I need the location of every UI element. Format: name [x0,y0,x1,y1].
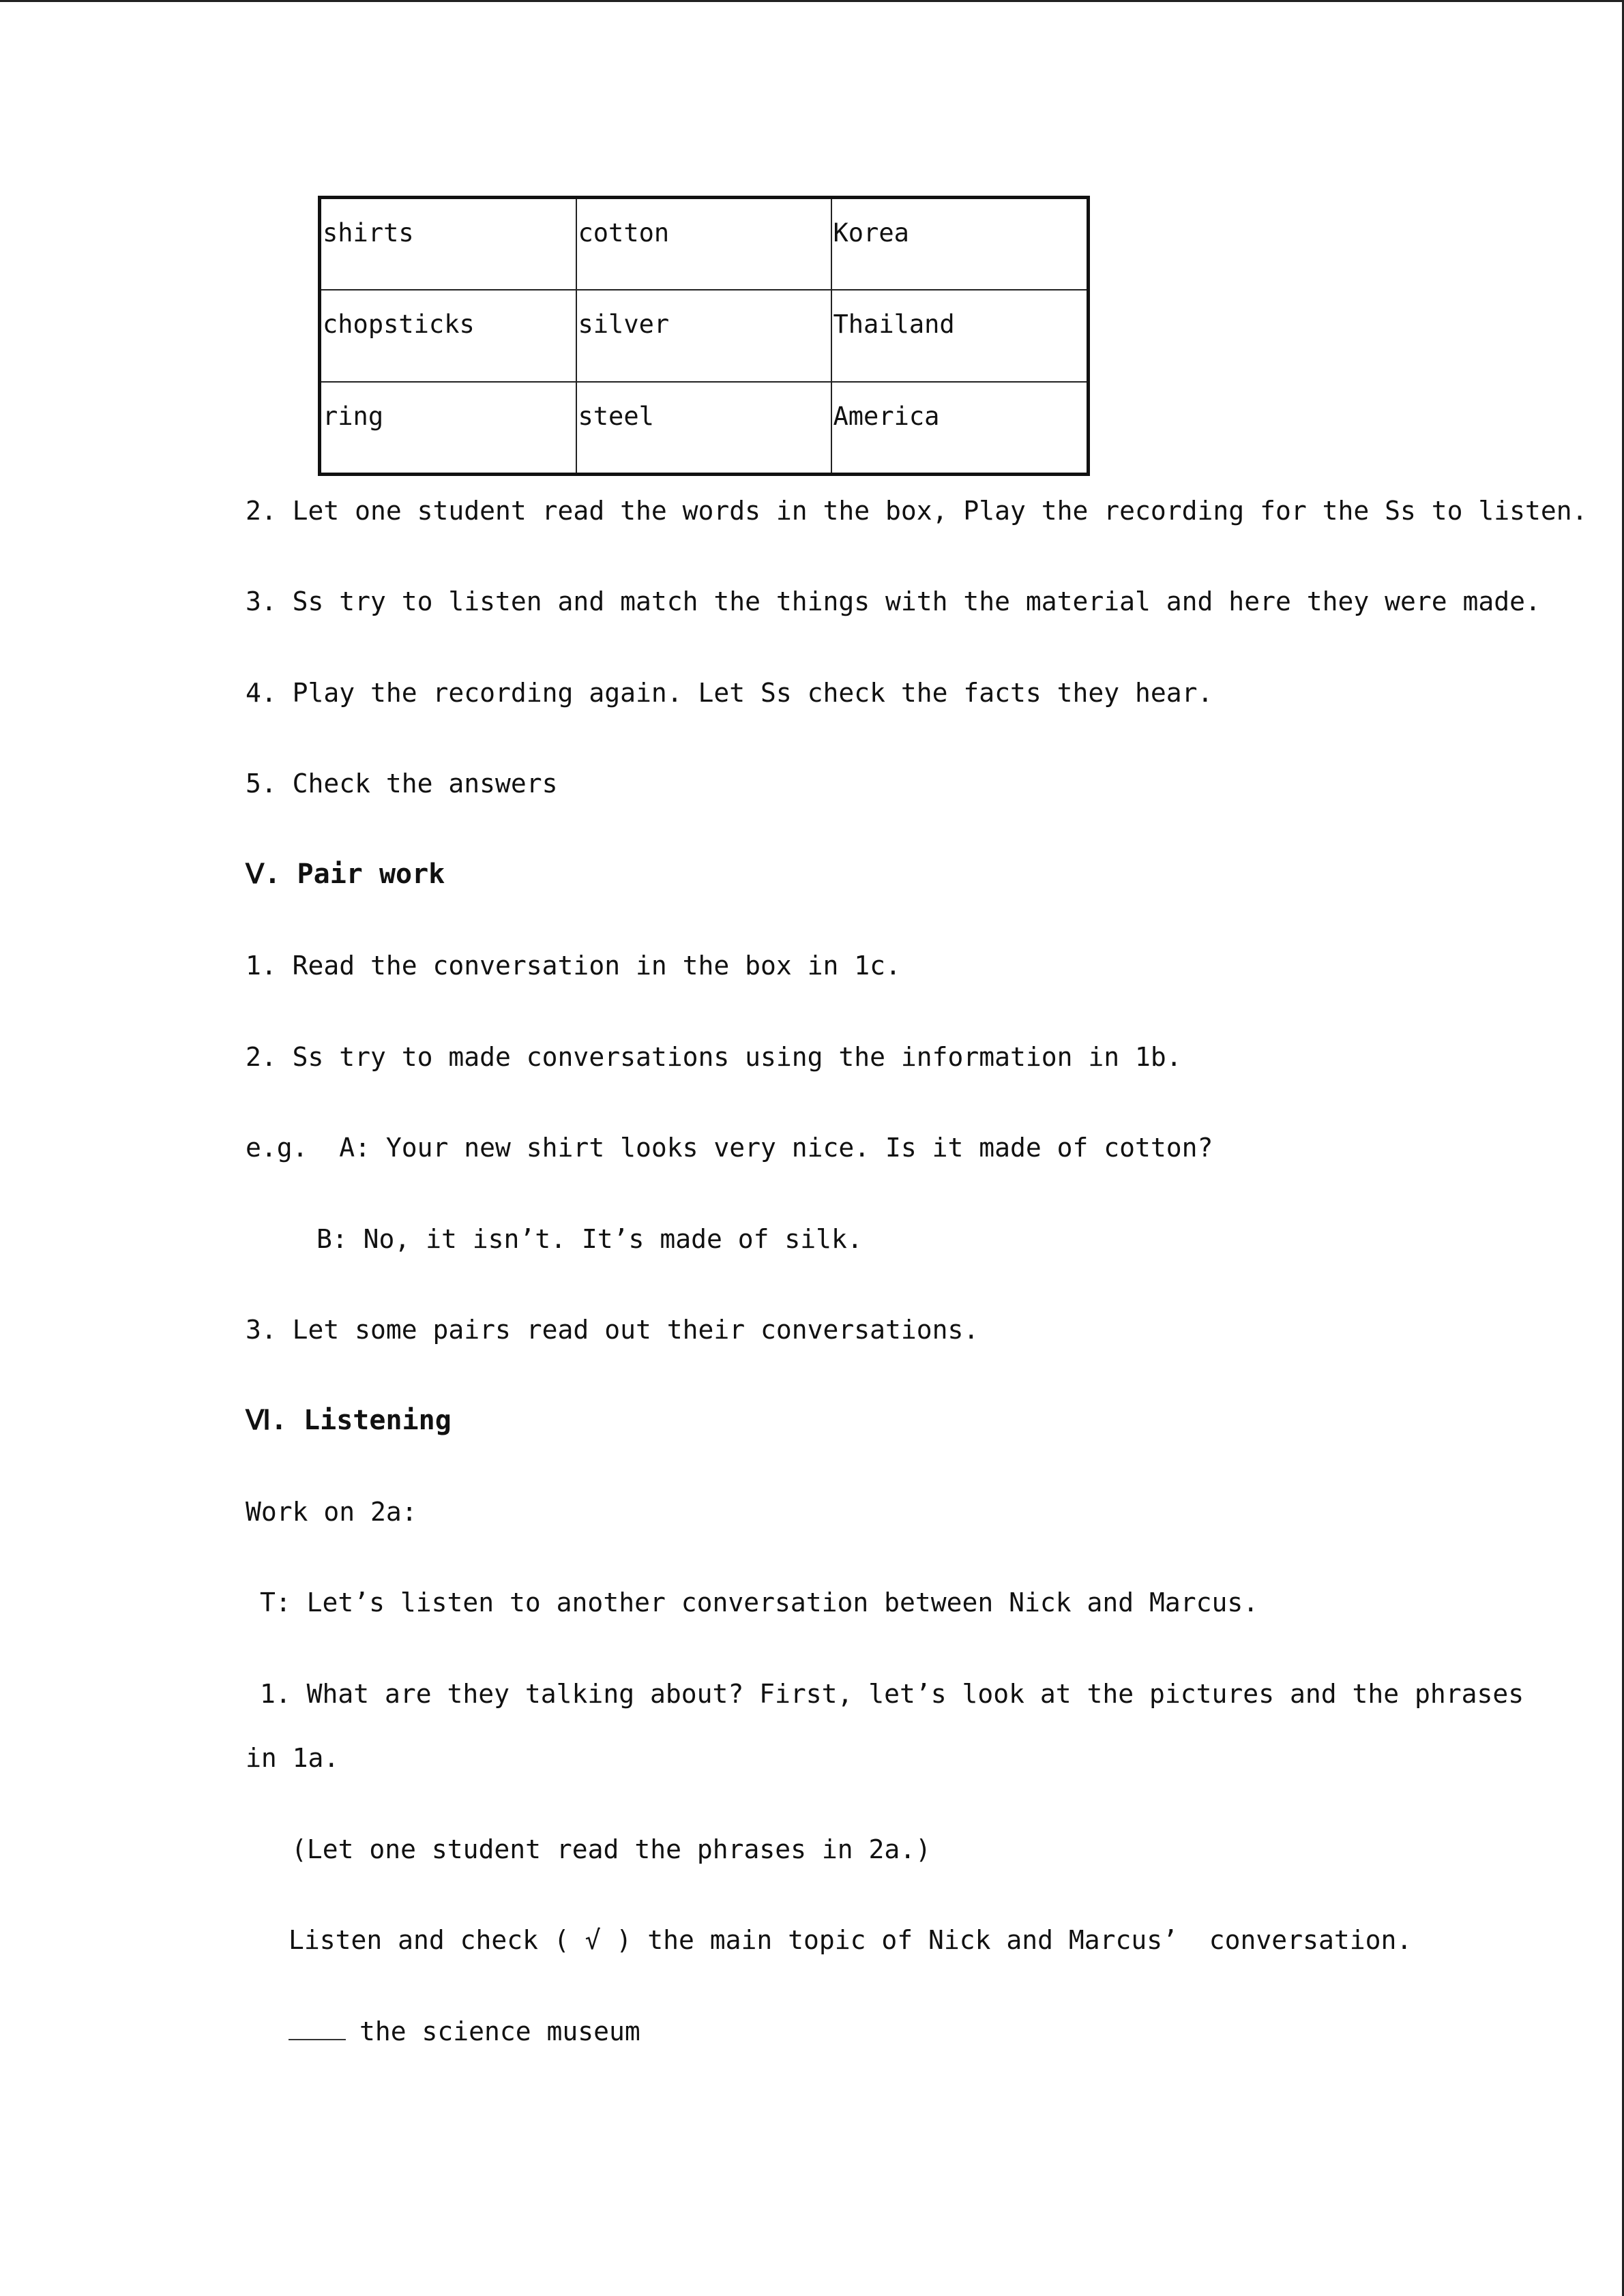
pair-work-step-2: 2. Ss try to made conversations using the information in 1b. [246,1042,1182,1072]
table-row [320,382,1089,474]
pair-work-heading: Ⅴ. Pair work [246,859,445,890]
question-1-line-2: in 1a. [246,1743,340,1773]
table-cell: silver [576,290,831,382]
pair-work-step-1: 1. Read the conversation in the box in 1c. [246,951,901,981]
check-instruction: Listen and check ( √ ) the main topic of Nick and Marcus’ conversation. [289,1925,1413,1955]
step-5-text: 5. Check the answers [246,769,558,799]
table-row [320,198,1089,290]
table-cell: Korea [831,198,1089,290]
example-line-b: B: No, it isn’t. It’s made of silk. [316,1224,863,1254]
page-top-border [0,0,1624,2]
table-cell: America [831,382,1089,474]
student-note: (Let one student read the phrases in 2a.) [291,1834,931,1864]
table-cell: ring [320,382,576,474]
option-science-museum [289,2016,640,2046]
work-on-label: Work on 2a: [246,1497,417,1527]
items-table [318,196,1090,476]
listening-heading: Ⅵ. Listening [246,1405,452,1436]
example-line-a: e.g. A: Your new shirt looks very nice. Is it made of cotton? [246,1133,1213,1163]
question-1-line-1: 1. What are they talking about? First, let’s look at the pictures and the phrases [260,1679,1524,1709]
table-cell: shirts [320,198,576,290]
table-cell: steel [576,382,831,474]
step-2-text: 2. Let one student read the words in the box, Play the recording for the Ss to listen. [246,496,1588,526]
step-3-text: 3. Ss try to listen and match the things with the material and here they were made. [246,586,1541,616]
teacher-line: T: Let’s listen to another conversation between Nick and Marcus. [260,1587,1259,1617]
table-cell: Thailand [831,290,1089,382]
option-label: the science museum [359,2016,640,2046]
pair-work-step-3: 3. Let some pairs read out their conversations. [246,1315,979,1345]
step-4-text: 4. Play the recording again. Let Ss check the facts they hear. [246,678,1213,708]
table-cell: cotton [576,198,831,290]
table-cell: chopsticks [320,290,576,382]
table-row [320,290,1089,382]
answer-blank[interactable] [289,2016,346,2040]
